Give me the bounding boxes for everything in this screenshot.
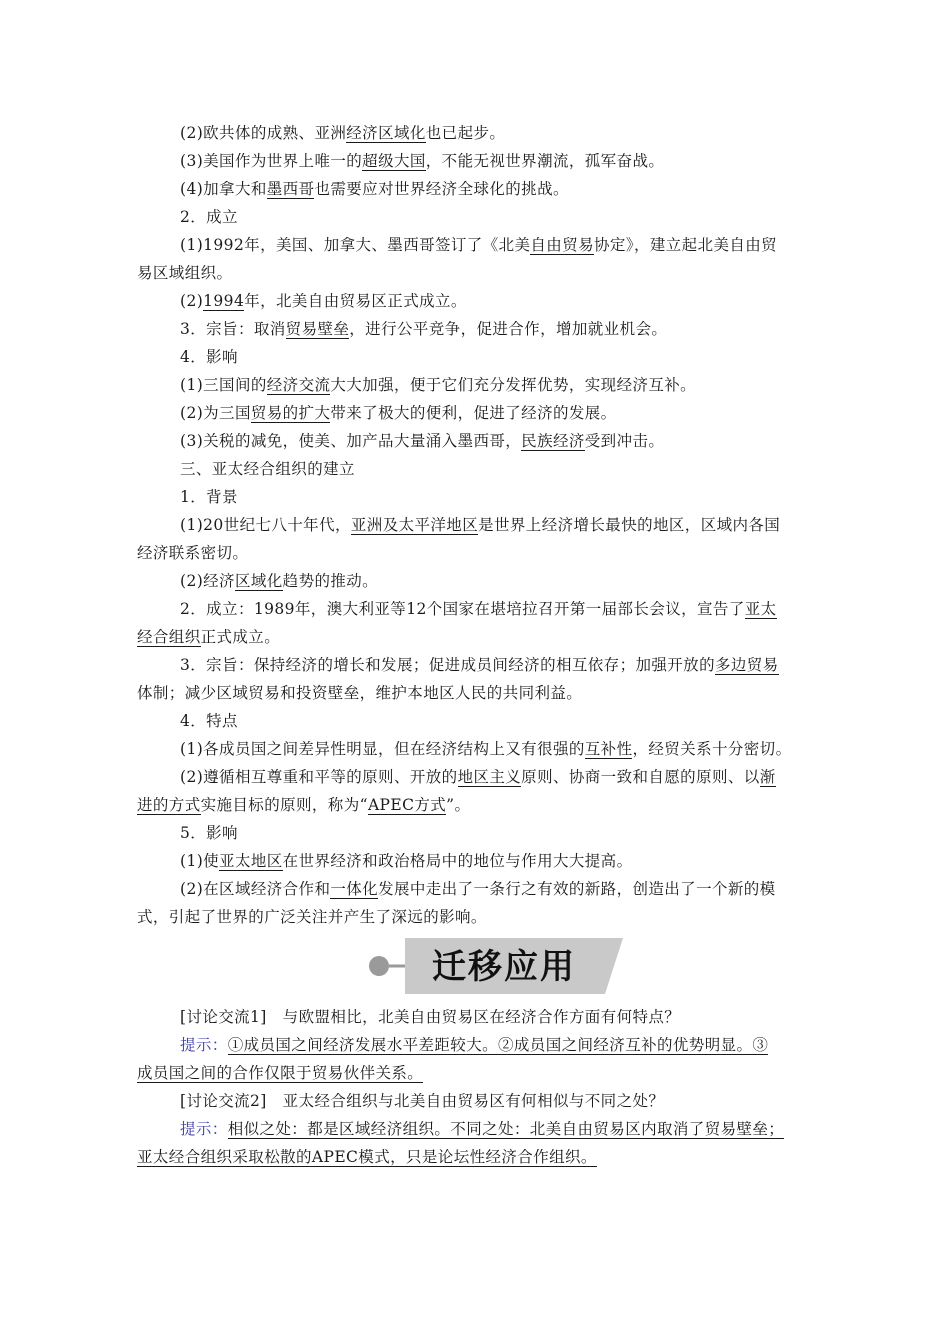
- answer-underline: 自由贸易: [530, 236, 595, 254]
- text-line: (3)美国作为世界上唯一的超级大国，不能无视世界潮流，孤军奋战。: [180, 152, 665, 170]
- answer-underline: 亚太地区: [219, 852, 283, 870]
- answer-underline: 地区主义: [457, 768, 522, 786]
- answer-underline: 一体化: [330, 880, 379, 898]
- section-heading: 1．背景: [180, 488, 238, 506]
- answer-underline: 多边贸易: [714, 656, 779, 674]
- section-heading: 5．影响: [180, 824, 238, 842]
- text-line: (2)在区域经济合作和一体化发展中走出了一条行之有效的新路，创造出了一个新的模: [180, 880, 776, 898]
- answer-underline: 区域化: [234, 572, 283, 590]
- discussion-hint: 亚太经合组织采取松散的APEC模式，只是论坛性经济合作组织。: [137, 1148, 597, 1166]
- text-line: (1)1992年，美国、加拿大、墨西哥签订了《北美自由贸易协定》，建立起北美自由贸: [180, 236, 778, 254]
- answer-underline: 经济区域化: [346, 124, 426, 142]
- text-line: (1)各成员国之间差异性明显，但在经济结构上又有很强的互补性，经贸关系十分密切。: [180, 740, 792, 758]
- discussion-question: [讨论交流1] 与欧盟相比，北美自由贸易区在经济合作方面有何特点？: [180, 1008, 681, 1026]
- hint-label: 提示：: [180, 1036, 228, 1054]
- section-heading: 4．影响: [180, 348, 238, 366]
- answer-underline: 经济交流: [266, 376, 331, 394]
- text-line: 进的方式实施目标的原则，称为“APEC方式”。: [137, 796, 471, 814]
- answer-underline: 亚洲及太平洋地区: [350, 516, 479, 534]
- answer-underline: 1994: [203, 292, 245, 310]
- text-line: 经合组织正式成立。: [137, 628, 281, 646]
- discussion-hint: 提示：①成员国之间经济发展水平差距较大。②成员国之间经济互补的优势明显。③: [180, 1036, 769, 1054]
- answer-underline: 经合组织: [137, 628, 201, 646]
- text-line: (4)加拿大和墨西哥也需要应对世界经济全球化的挑战。: [180, 180, 569, 198]
- section-heading: 三、亚太经合组织的建立: [180, 460, 355, 478]
- text-line: 经济联系密切。: [137, 544, 249, 562]
- discussion-hint: 成员国之间的合作仅限于贸易伙伴关系。: [137, 1064, 424, 1082]
- text-line: (2)为三国贸易的扩大带来了极大的便利，促进了经济的发展。: [180, 404, 617, 422]
- answer-underline: 进的方式: [137, 796, 201, 814]
- answer-underline: 超级大国: [362, 152, 426, 170]
- answer-underline: 墨西哥: [266, 180, 315, 198]
- text-line: 易区域组织。: [137, 264, 233, 282]
- answer-underline: APEC方式: [367, 796, 447, 814]
- text-line: (1)三国间的经济交流大大加强，便于它们充分发挥优势，实现经济互补。: [180, 376, 697, 394]
- discussion-hint: 提示：相似之处：都是区域经济组织。不同之处：北美自由贸易区内取消了贸易壁垒；: [180, 1120, 785, 1138]
- text-line: 式，引起了世界的广泛关注并产生了深远的影响。: [137, 908, 487, 926]
- discussion-question: [讨论交流2] 亚太经合组织与北美自由贸易区有何相似与不同之处？: [180, 1092, 665, 1110]
- text-line: (2)遵循相互尊重和平等的原则、开放的地区主义原则、协商一致和自愿的原则、以渐: [180, 768, 776, 786]
- section-heading: 2．成立: [180, 208, 238, 226]
- answer-underline: 贸易壁垒: [285, 320, 350, 338]
- text-line: 2．成立：1989年，澳大利亚等12个国家在堪培拉召开第一届部长会议，宣告了亚太: [180, 600, 777, 618]
- text-line: 体制；减少区域贸易和投资壁垒，维护本地区人民的共同利益。: [137, 684, 583, 702]
- text-line: (2)1994年，北美自由贸易区正式成立。: [180, 292, 467, 310]
- text-line: 3．宗旨：保持经济的增长和发展；促进成员间经济的相互依存；加强开放的多边贸易: [180, 656, 779, 674]
- section-heading: 4．特点: [180, 712, 238, 730]
- text-line: (1)使亚太地区在世界经济和政治格局中的地位与作用大大提高。: [180, 852, 633, 870]
- answer-underline: 互补性: [584, 740, 633, 758]
- answer-underline: 亚太: [744, 600, 777, 618]
- text-line: (3)关税的减免，使美、加产品大量涌入墨西哥，民族经济受到冲击。: [180, 432, 665, 450]
- text-line: 3．宗旨：取消贸易壁垒，进行公平竞争，促进合作，增加就业机会。: [180, 320, 668, 338]
- text-line: (2)经济区域化趋势的推动。: [180, 572, 379, 590]
- answer-underline: 渐: [759, 768, 776, 786]
- text-line: (1)20世纪七八十年代，亚洲及太平洋地区是世界上经济增长最快的地区，区域内各国: [180, 516, 781, 534]
- answer-underline: 民族经济: [521, 432, 585, 450]
- answer-underline: 贸易的扩大: [250, 404, 331, 422]
- hint-label: 提示：: [180, 1120, 228, 1138]
- banner-title: 迁移应用: [432, 947, 576, 987]
- text-line: (2)欧共体的成熟、亚洲经济区域化也已起步。: [180, 124, 506, 142]
